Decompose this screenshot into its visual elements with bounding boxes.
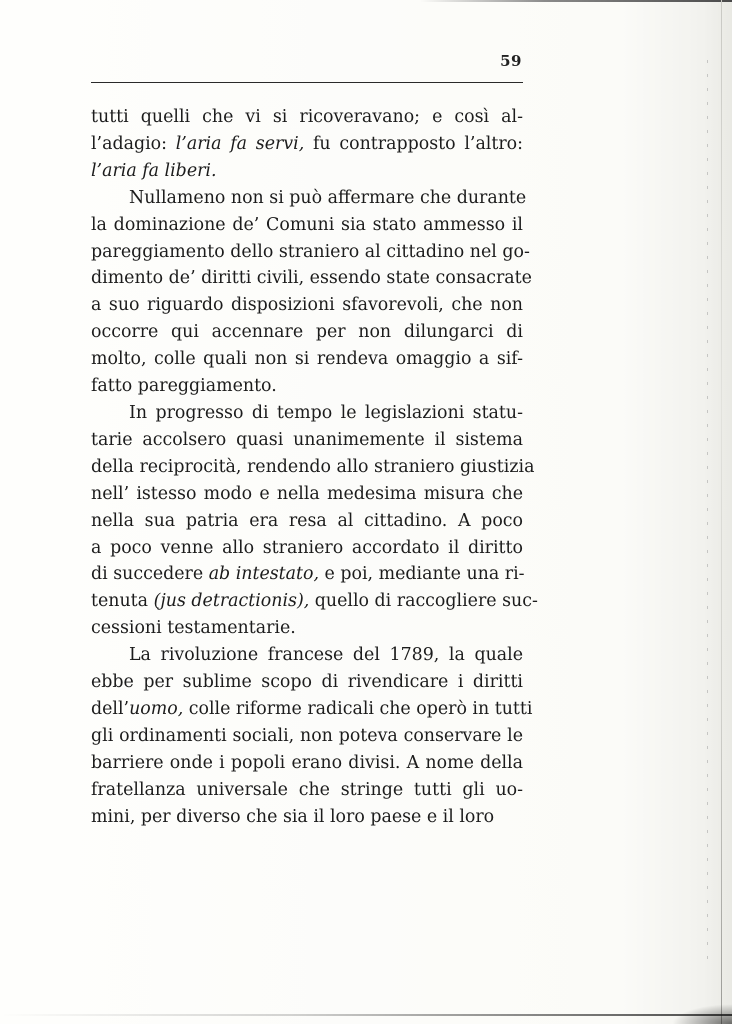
text-segment: barriere onde i popoli erano divisi. A nome della (91, 752, 523, 773)
scan-edge-bottom (0, 1014, 732, 1016)
text-line (91, 588, 538, 615)
text-line (91, 615, 523, 642)
text-line (91, 239, 530, 266)
text-segment: tarie accolsero quasi unanimemente il sistema (91, 429, 523, 450)
text-line (91, 373, 523, 400)
text-segment: della reciprocità, rendendo allo straniero giustizia (91, 456, 535, 477)
text-segment: fatto pareggiamento. (91, 376, 277, 397)
text-segment: nella sua patria era resa al cittadino. A poco (91, 510, 523, 531)
text-line (91, 777, 523, 804)
text-segment: pareggiamento dello straniero al cittadino nel go- (91, 241, 530, 262)
paragraph (91, 185, 532, 400)
text-segment: molto, colle quali non si rendeva omaggio a sif- (91, 349, 523, 370)
text-segment: e poi, mediante una ri- (319, 564, 525, 585)
text-line (91, 292, 523, 319)
text-segment: dell’ (91, 698, 130, 719)
text-line (91, 508, 523, 535)
text-segment: occorre qui accennare per non dilungarci di (91, 322, 523, 343)
text-segment: tutti quelli che vi si ricoveravano; e così al- (91, 107, 523, 127)
text-line (91, 400, 523, 427)
text-segment: fratellanza universale che stringe tutti gli uo- (91, 779, 523, 800)
page-number: 59 (500, 52, 522, 70)
text-segment: dimento de’ diritti civili, essendo state consacrate (91, 268, 532, 289)
text-segment: colle riforme radicali che operò in tutti (183, 698, 533, 719)
text-segment: a poco venne allo straniero accordato il diritto (91, 537, 523, 558)
text-segment: ebbe per sublime scopo di rivendicare i diritti (91, 672, 523, 693)
text-line (91, 696, 533, 723)
text-line (91, 642, 523, 669)
header-rule (91, 82, 523, 83)
text-line (91, 561, 523, 588)
text-line (91, 346, 523, 373)
text-segment: a suo riguardo disposizioni sfavorevoli, che non (91, 295, 523, 316)
italic-phrase: l’aria fa liberi. (91, 160, 217, 181)
text-line (91, 535, 523, 562)
text-line (91, 669, 523, 696)
text-line (91, 319, 523, 346)
scan-edge-right-speckle (707, 60, 708, 960)
scan-edge-right (721, 0, 722, 1024)
paragraph (91, 400, 538, 642)
italic-phrase: ab intestato, (208, 564, 320, 585)
text-line (91, 427, 523, 454)
text-segment: cessioni testamentarie. (91, 618, 296, 639)
text-line (91, 212, 523, 239)
text-line (91, 454, 535, 481)
text-segment: la dominazione de’ Comuni sia stato ammesso il (91, 214, 523, 235)
italic-phrase: uomo, (129, 698, 184, 719)
text-line (91, 750, 523, 777)
text-segment: quello di raccogliere suc- (309, 591, 538, 612)
paragraph (91, 104, 523, 185)
italic-phrase: (jus detractionis), (153, 591, 310, 612)
paragraph (91, 642, 533, 830)
text-line (91, 131, 523, 158)
scan-corner-shadow (672, 1004, 732, 1024)
text-segment: gli ordinamenti sociali, non poteva conservare le (91, 725, 523, 746)
text-segment: di succedere (91, 564, 209, 585)
text-segment: nell’ istesso modo e nella medesima misura che (91, 483, 523, 504)
text-segment: l’adagio: (91, 133, 176, 154)
text-line (91, 104, 523, 131)
text-segment: Nullameno non si può affermare che durante (129, 187, 527, 208)
text-line (91, 185, 527, 212)
text-line (91, 158, 523, 185)
text-line (91, 723, 523, 750)
text-segment: In progresso di tempo le legislazioni statu- (129, 402, 523, 423)
text-line (91, 265, 532, 292)
text-line (91, 481, 523, 508)
body-text (91, 104, 538, 830)
scan-edge-top (420, 0, 732, 2)
text-segment: La rivoluzione francese del 1789, la quale (129, 645, 523, 666)
italic-phrase: l’aria fa servi, (175, 133, 305, 154)
text-segment: fu contrapposto l’altro: (304, 133, 523, 154)
text-segment: mini, per diverso che sia il loro paese e il loro (91, 806, 495, 827)
text-segment: tenuta (91, 591, 154, 612)
text-line (91, 804, 523, 831)
